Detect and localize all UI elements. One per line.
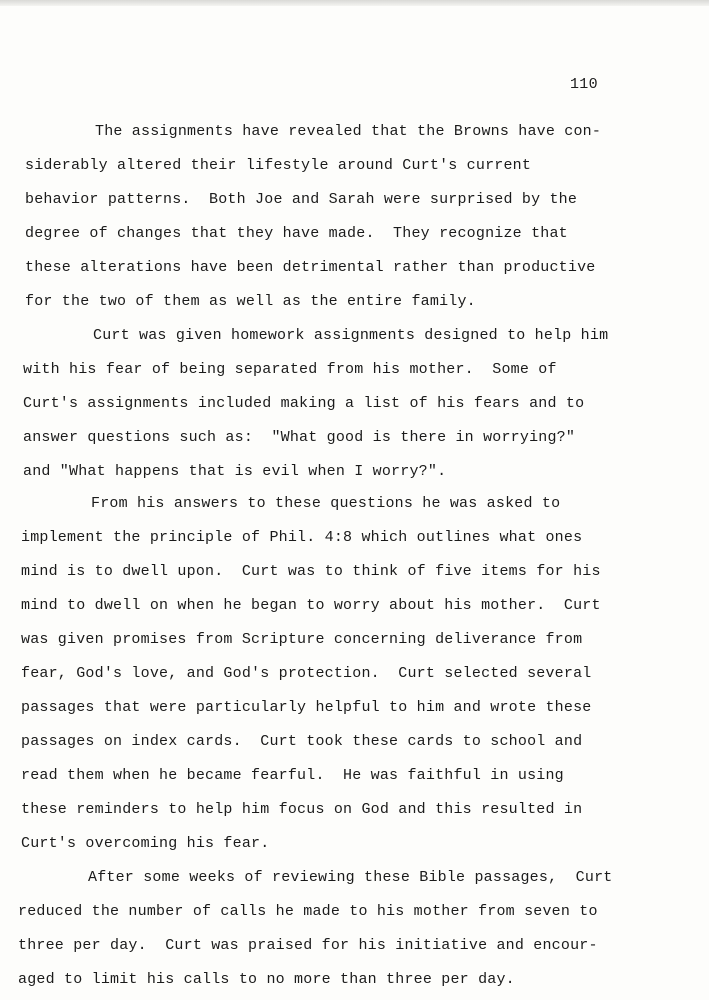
- text-line: Curt's overcoming his fear.: [21, 835, 270, 852]
- text-line: these reminders to help him focus on God and this resulted in: [21, 801, 583, 818]
- text-line: answer questions such as: "What good is there in worrying?": [23, 429, 576, 446]
- text-line: fear, God's love, and God's protection. Curt selected several: [21, 665, 592, 682]
- text-line: implement the principle of Phil. 4:8 which outlines what ones: [21, 529, 583, 546]
- text-line: degree of changes that they have made. They recognize that: [25, 225, 568, 242]
- text-line: behavior patterns. Both Joe and Sarah were surprised by the: [25, 191, 578, 208]
- text-line: siderably altered their lifestyle around Curt's current: [25, 157, 532, 174]
- text-line: with his fear of being separated from his mother. Some of: [23, 361, 557, 378]
- text-line: Curt's assignments included making a list of his fears and to: [23, 395, 585, 412]
- text-line: Curt was given homework assignments designed to help him: [93, 327, 609, 344]
- text-line: passages on index cards. Curt took these cards to school and: [21, 733, 583, 750]
- text-line: for the two of them as well as the entire family.: [25, 293, 476, 310]
- text-line: mind to dwell on when he began to worry about his mother. Curt: [21, 597, 601, 614]
- text-line: After some weeks of reviewing these Bible passages, Curt: [88, 869, 613, 886]
- page-number: 110: [570, 76, 598, 93]
- text-line: three per day. Curt was praised for his initiative and encour-: [18, 937, 598, 954]
- text-line: From his answers to these questions he was asked to: [91, 495, 561, 512]
- text-line: read them when he became fearful. He was faithful in using: [21, 767, 564, 784]
- text-line: reduced the number of calls he made to his mother from seven to: [18, 903, 598, 920]
- text-line: aged to limit his calls to no more than three per day.: [18, 971, 515, 988]
- page-top-edge: [0, 0, 709, 6]
- text-line: mind is to dwell upon. Curt was to think of five items for his: [21, 563, 601, 580]
- text-line: was given promises from Scripture concerning deliverance from: [21, 631, 583, 648]
- text-line: passages that were particularly helpful to him and wrote these: [21, 699, 592, 716]
- text-line: these alterations have been detrimental rather than productive: [25, 259, 596, 276]
- text-line: and "What happens that is evil when I worry?".: [23, 463, 447, 480]
- text-line: The assignments have revealed that the Browns have con-: [95, 123, 602, 140]
